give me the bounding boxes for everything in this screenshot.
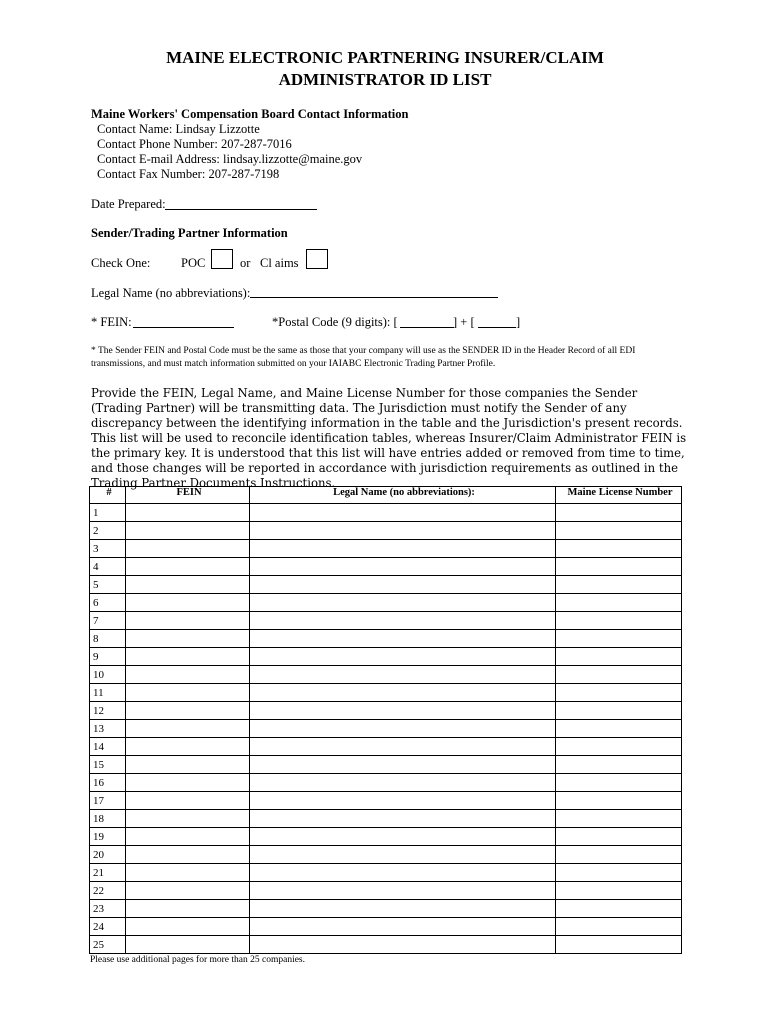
fein-cell[interactable] <box>126 684 250 702</box>
table-row <box>90 684 682 702</box>
legal-name-cell[interactable] <box>250 702 556 720</box>
legal-name-cell[interactable] <box>250 882 556 900</box>
poc-checkbox[interactable] <box>211 249 233 269</box>
legal-name-cell[interactable] <box>250 756 556 774</box>
row-number: 22 <box>90 882 126 900</box>
fein-cell[interactable] <box>126 594 250 612</box>
table-row <box>90 504 682 522</box>
legal-name-cell[interactable] <box>250 774 556 792</box>
or-label: or <box>240 256 251 270</box>
fein-cell[interactable] <box>126 630 250 648</box>
fein-cell[interactable] <box>126 918 250 936</box>
license-number-cell[interactable] <box>556 882 682 900</box>
contact-email: Contact E-mail Address: lindsay.lizzotte@maine.gov <box>97 152 363 166</box>
fein-cell[interactable] <box>126 702 250 720</box>
license-number-cell[interactable] <box>556 828 682 846</box>
table-row <box>90 612 682 630</box>
legal-name-cell[interactable] <box>250 576 556 594</box>
postal-code-end: ] <box>516 315 521 329</box>
legal-name-cell[interactable] <box>250 900 556 918</box>
table-row <box>90 792 682 810</box>
fein-cell[interactable] <box>126 756 250 774</box>
legal-name-cell[interactable] <box>250 522 556 540</box>
table-row <box>90 936 682 954</box>
table-row <box>90 666 682 684</box>
license-number-cell[interactable] <box>556 720 682 738</box>
table-row <box>90 900 682 918</box>
license-number-cell[interactable] <box>556 774 682 792</box>
company-table <box>89 486 682 954</box>
poc-label: POC <box>181 256 206 270</box>
claims-label: Cl aims <box>260 256 299 270</box>
license-number-cell[interactable] <box>556 810 682 828</box>
row-number: 25 <box>90 936 126 954</box>
row-number: 16 <box>90 774 126 792</box>
row-number: 17 <box>90 792 126 810</box>
license-number-cell[interactable] <box>556 594 682 612</box>
row-number: 15 <box>90 756 126 774</box>
fein-label: * FEIN: <box>91 315 132 329</box>
row-number: 3 <box>90 540 126 558</box>
table-row <box>90 810 682 828</box>
table-row <box>90 702 682 720</box>
license-number-cell[interactable] <box>556 630 682 648</box>
fein-cell[interactable] <box>126 846 250 864</box>
date-prepared-label: Date Prepared: <box>91 197 166 211</box>
fein-cell[interactable] <box>126 522 250 540</box>
table-row <box>90 828 682 846</box>
license-number-cell[interactable] <box>556 576 682 594</box>
legal-name-cell[interactable] <box>250 630 556 648</box>
column-header-number: # <box>90 487 126 504</box>
legal-name-label: Legal Name (no abbreviations): <box>91 286 251 300</box>
table-row <box>90 630 682 648</box>
table-row <box>90 558 682 576</box>
table-row <box>90 720 682 738</box>
license-number-cell[interactable] <box>556 756 682 774</box>
legal-name-cell[interactable] <box>250 792 556 810</box>
contact-fax: Contact Fax Number: 207-287-7198 <box>97 167 280 181</box>
sender-heading: Sender/Trading Partner Information <box>91 226 288 240</box>
sender-footnote: * The Sender FEIN and Postal Code must be the same as those that your company will use as the SENDER ID in the Header Record of all EDI transmissions, and must match information submitted on your IAIABC Electronic Trading Partner Profile. <box>91 346 636 369</box>
fein-cell[interactable] <box>126 810 250 828</box>
fein-cell[interactable] <box>126 774 250 792</box>
row-number: 11 <box>90 684 126 702</box>
license-number-cell[interactable] <box>556 648 682 666</box>
fein-cell[interactable] <box>126 792 250 810</box>
table-row <box>90 846 682 864</box>
row-number: 14 <box>90 738 126 756</box>
fein-cell[interactable] <box>126 936 250 954</box>
legal-name-field[interactable] <box>250 297 498 298</box>
row-number: 10 <box>90 666 126 684</box>
legal-name-cell[interactable] <box>250 666 556 684</box>
legal-name-cell[interactable] <box>250 846 556 864</box>
license-number-cell[interactable] <box>556 612 682 630</box>
fein-cell[interactable] <box>126 648 250 666</box>
contact-name: Contact Name: Lindsay Lizzotte <box>97 122 260 136</box>
license-number-cell[interactable] <box>556 666 682 684</box>
column-header-legal-name: Legal Name (no abbreviations): <box>250 487 556 504</box>
postal-code-separator: ] + [ <box>453 315 475 329</box>
row-number: 8 <box>90 630 126 648</box>
row-number: 18 <box>90 810 126 828</box>
contact-heading: Maine Workers' Compensation Board Contact Information <box>91 107 409 121</box>
table-row <box>90 756 682 774</box>
table-row <box>90 648 682 666</box>
license-number-cell[interactable] <box>556 738 682 756</box>
table-header-row <box>90 487 682 504</box>
row-number: 2 <box>90 522 126 540</box>
table-row <box>90 918 682 936</box>
fein-cell[interactable] <box>126 864 250 882</box>
fein-cell[interactable] <box>126 612 250 630</box>
postal-code-part2-field[interactable] <box>478 327 516 328</box>
fein-cell[interactable] <box>126 666 250 684</box>
legal-name-cell[interactable] <box>250 504 556 522</box>
row-number: 13 <box>90 720 126 738</box>
row-number: 4 <box>90 558 126 576</box>
license-number-cell[interactable] <box>556 792 682 810</box>
bottom-note: Please use additional pages for more than 25 companies. <box>90 955 306 965</box>
row-number: 6 <box>90 594 126 612</box>
legal-name-cell[interactable] <box>250 810 556 828</box>
fein-cell[interactable] <box>126 738 250 756</box>
fein-cell[interactable] <box>126 558 250 576</box>
license-number-cell[interactable] <box>556 540 682 558</box>
row-number: 24 <box>90 918 126 936</box>
fein-cell[interactable] <box>126 540 250 558</box>
table-row <box>90 864 682 882</box>
instructions-paragraph: Provide the FEIN, Legal Name, and Maine License Number for those companies the Sender (Trading Partner) will be transmitting data. The Jurisdiction must notify the Sender of any discrepancy between the identifying information in the table and the Jurisdiction's present records. This list will be used to reconcile identification tables, whereas Insurer/Claim Administrator FEIN is the primary key. It is understood that this list will have entries added or removed from time to time, and those changes will be reported in accordance with jurisdiction requirements as outlined in the Trading Partner Documents Instructions. <box>91 386 687 490</box>
row-number: 1 <box>90 504 126 522</box>
license-number-cell[interactable] <box>556 558 682 576</box>
license-number-cell[interactable] <box>556 936 682 954</box>
legal-name-cell[interactable] <box>250 918 556 936</box>
row-number: 21 <box>90 864 126 882</box>
postal-code-part1-field[interactable] <box>400 327 454 328</box>
table-row <box>90 522 682 540</box>
legal-name-cell[interactable] <box>250 936 556 954</box>
license-number-cell[interactable] <box>556 864 682 882</box>
license-number-cell[interactable] <box>556 684 682 702</box>
legal-name-cell[interactable] <box>250 864 556 882</box>
check-one-label: Check One: <box>91 256 151 270</box>
legal-name-cell[interactable] <box>250 828 556 846</box>
license-number-cell[interactable] <box>556 522 682 540</box>
legal-name-cell[interactable] <box>250 540 556 558</box>
license-number-cell[interactable] <box>556 504 682 522</box>
license-number-cell[interactable] <box>556 702 682 720</box>
legal-name-cell[interactable] <box>250 594 556 612</box>
fein-cell[interactable] <box>126 828 250 846</box>
postal-code-label: *Postal Code (9 digits): [ <box>272 315 398 329</box>
table-row <box>90 738 682 756</box>
row-number: 23 <box>90 900 126 918</box>
fein-cell[interactable] <box>126 504 250 522</box>
table-row <box>90 594 682 612</box>
row-number: 12 <box>90 702 126 720</box>
row-number: 9 <box>90 648 126 666</box>
license-number-cell[interactable] <box>556 918 682 936</box>
license-number-cell[interactable] <box>556 846 682 864</box>
document-title-line-1: MAINE ELECTRONIC PARTNERING INSURER/CLAIM <box>166 48 604 67</box>
fein-cell[interactable] <box>126 720 250 738</box>
contact-phone: Contact Phone Number: 207-287-7016 <box>97 137 292 151</box>
date-prepared-field[interactable] <box>165 209 317 210</box>
column-header-license-number: Maine License Number <box>556 487 682 504</box>
claims-checkbox[interactable] <box>306 249 328 269</box>
fein-cell[interactable] <box>126 882 250 900</box>
fein-cell[interactable] <box>126 576 250 594</box>
legal-name-cell[interactable] <box>250 720 556 738</box>
fein-field[interactable] <box>133 327 234 328</box>
license-number-cell[interactable] <box>556 900 682 918</box>
column-header-fein: FEIN <box>126 487 250 504</box>
table-row <box>90 540 682 558</box>
table-row <box>90 882 682 900</box>
legal-name-cell[interactable] <box>250 648 556 666</box>
row-number: 19 <box>90 828 126 846</box>
table-row <box>90 774 682 792</box>
document-title-line-2: ADMINISTRATOR ID LIST <box>278 70 492 89</box>
table-row <box>90 576 682 594</box>
legal-name-cell[interactable] <box>250 558 556 576</box>
row-number: 20 <box>90 846 126 864</box>
legal-name-cell[interactable] <box>250 738 556 756</box>
legal-name-cell[interactable] <box>250 612 556 630</box>
fein-cell[interactable] <box>126 900 250 918</box>
row-number: 7 <box>90 612 126 630</box>
row-number: 5 <box>90 576 126 594</box>
legal-name-cell[interactable] <box>250 684 556 702</box>
